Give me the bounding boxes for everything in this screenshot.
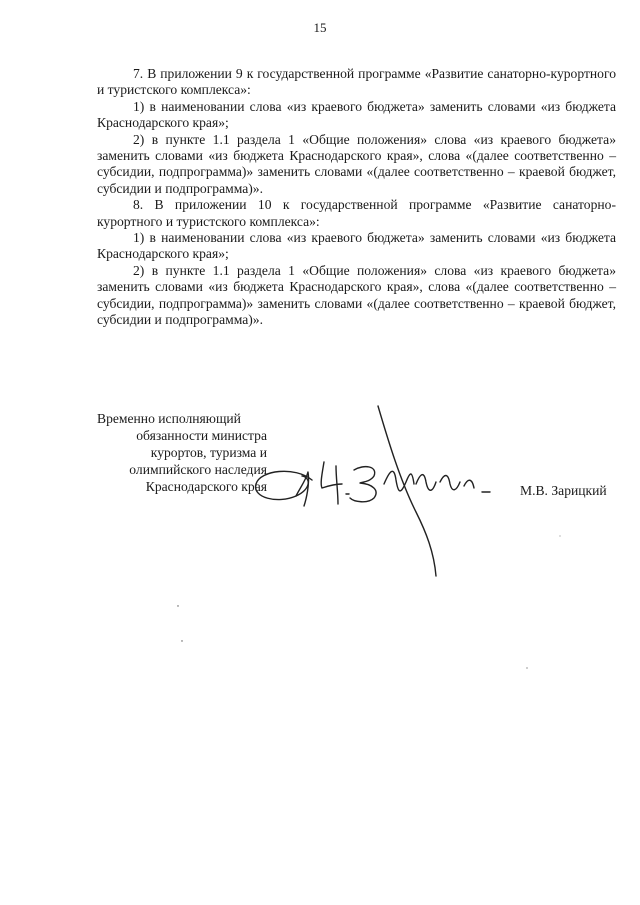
handwritten-signature [250, 400, 510, 580]
document-body [97, 66, 616, 329]
signer-name: М.В. Зарицкий [520, 483, 607, 498]
paragraph-item-8-1: 1) в наименовании слова «из краевого бюджета» заменить словами «из бюджета Краснодарского края»; [97, 230, 616, 262]
signer-title-line: курортов, туризма и [150, 445, 267, 460]
paragraph-item-7-1: 1) в наименовании слова «из краевого бюджета» заменить словами «из бюджета Краснодарского края»; [97, 98, 616, 131]
paragraph-item-8-2: 2) в пункте 1.1 раздела 1 «Общие положения» слова «из краевого бюджета» заменить словами «из бюджета Краснодарского края», слова «(далее соответственно – субсидии, подпрограмма)» заменить словами «(далее соответственно – краевой бюджет, субсидии и подпрограмма)». [97, 262, 616, 328]
signer-title [97, 410, 267, 495]
signer-title-line: Краснодарского края [145, 479, 267, 494]
signer-title-line: обязанности министра [136, 428, 267, 443]
paragraph-item-7: 7. В приложении 9 к государственной программе «Развитие санаторно-курортного и туристского комплекса»: [97, 66, 616, 98]
paragraph-item-7-2: 2) в пункте 1.1 раздела 1 «Общие положения» слова «из краевого бюджета» заменить словами «из бюджета Краснодарского края», слова «(далее соответственно – субсидии, подпрограмма)» заменить словами «(далее соответственно – краевой бюджет, субсидии и подпрограмма)». [97, 131, 616, 196]
signer-title-line: олимпийского наследия [129, 462, 267, 477]
page-number: 15 [313, 20, 327, 35]
paragraph-item-8: 8. В приложении 10 к государственной программе «Развитие санаторно-курортного и туристского комплекса»: [97, 197, 616, 229]
signer-title-line: Временно исполняющий [97, 411, 241, 426]
